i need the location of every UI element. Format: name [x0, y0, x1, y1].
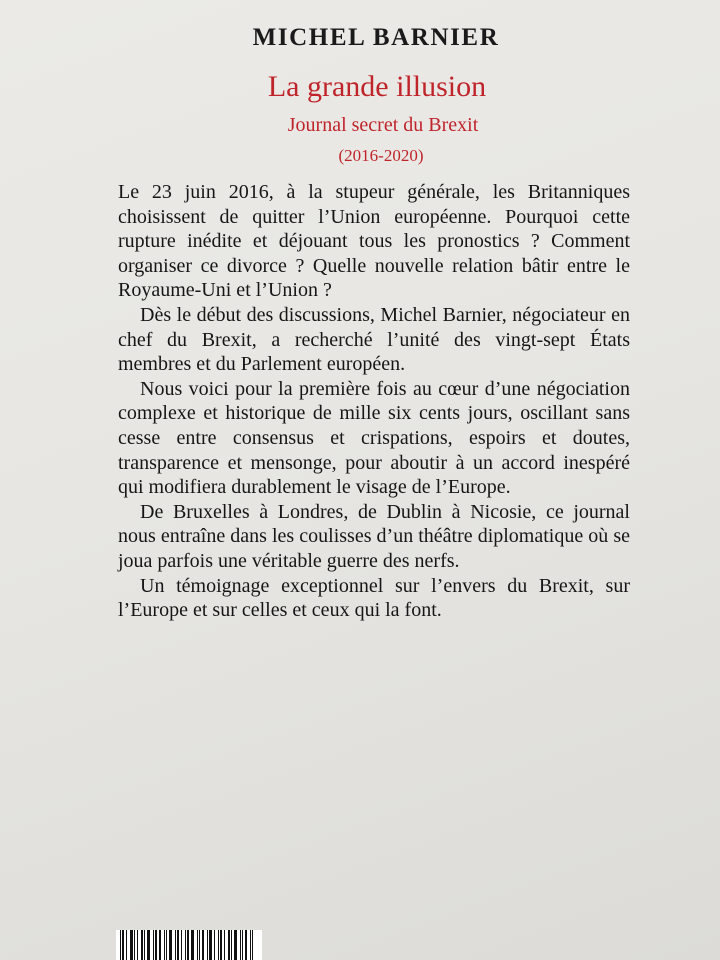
barcode-bar	[175, 930, 176, 960]
barcode-bar	[187, 930, 189, 960]
barcode-bar	[234, 930, 237, 960]
blurb-paragraph: Nous voici pour la première fois au cœur d’une négociation complexe et historique de mille six cents jours, oscillant sans cesse entre consensus et crispations, espoirs et doutes, transparence et mensonge, pour aboutir à un accord inespéré qui modifiera durablement le visage de l’Europe.	[118, 377, 630, 499]
barcode-bar	[231, 930, 232, 960]
barcode-bar	[169, 930, 172, 960]
barcode-bar	[218, 930, 219, 960]
barcode-bar	[197, 930, 198, 960]
barcode-bar	[181, 930, 182, 960]
blurb-text	[118, 180, 630, 623]
book-subtitle: Journal secret du Brexit	[287, 114, 479, 136]
book-dates: (2016-2020)	[338, 146, 424, 165]
barcode-bar	[209, 930, 212, 960]
blurb-paragraph: Dès le début des discussions, Michel Barnier, négociateur en chef du Brexit, a recherché l’unité des vingt-sept États membres et du Parlement européen.	[118, 303, 630, 376]
barcode-bar	[224, 930, 225, 960]
author-name: MICHEL BARNIER	[252, 24, 500, 51]
barcode-bar	[130, 930, 133, 960]
barcode-bar	[120, 930, 121, 960]
barcode-bar	[153, 930, 154, 960]
blurb-paragraph: Le 23 juin 2016, à la stupeur générale, les Britanniques choisissent de quitter l’Union européenne. Pourquoi cette rupture inédite et déjouant tous les pronostics ? Comment organiser ce divorce ? Quelle nouvelle relation bâtir entre le Royaume-Uni et l’Union ?	[118, 181, 630, 302]
barcode-bar	[137, 930, 138, 960]
barcode-bar	[164, 930, 165, 960]
barcode-bar	[228, 930, 230, 960]
barcode-bar	[202, 930, 204, 960]
barcode-bar	[250, 930, 251, 960]
barcode-bar	[207, 930, 208, 960]
barcode-bar	[141, 930, 143, 960]
blurb-paragraph: De Bruxelles à Londres, de Dublin à Nicosie, ce journal nous entraîne dans les coulisses d’un théâtre diplomatique où se joua parfois une véritable guerre des nerfs.	[118, 500, 630, 572]
blurb-paragraph: Un témoignage exceptionnel sur l’envers du Brexit, sur l’Europe et sur celles et ceux qui la font.	[118, 574, 630, 622]
book-title: La grande illusion	[267, 70, 487, 103]
barcode-bar	[252, 930, 253, 960]
barcode-bar	[144, 930, 145, 960]
barcode-bar	[199, 930, 200, 960]
barcode-bar	[214, 930, 215, 960]
barcode-bar	[240, 930, 241, 960]
barcode-bar	[245, 930, 247, 960]
barcode-bar	[159, 930, 161, 960]
barcode-bar	[166, 930, 167, 960]
barcode-bar	[242, 930, 243, 960]
barcode-bar	[155, 930, 157, 960]
barcode-bar	[220, 930, 222, 960]
barcode-bar	[122, 930, 124, 960]
barcode-bar	[191, 930, 194, 960]
barcode-bar	[134, 930, 135, 960]
barcode-bar	[147, 930, 150, 960]
barcode-bar	[185, 930, 186, 960]
barcode-bar	[177, 930, 179, 960]
barcode-bar	[126, 930, 127, 960]
barcode-icon	[116, 930, 262, 960]
